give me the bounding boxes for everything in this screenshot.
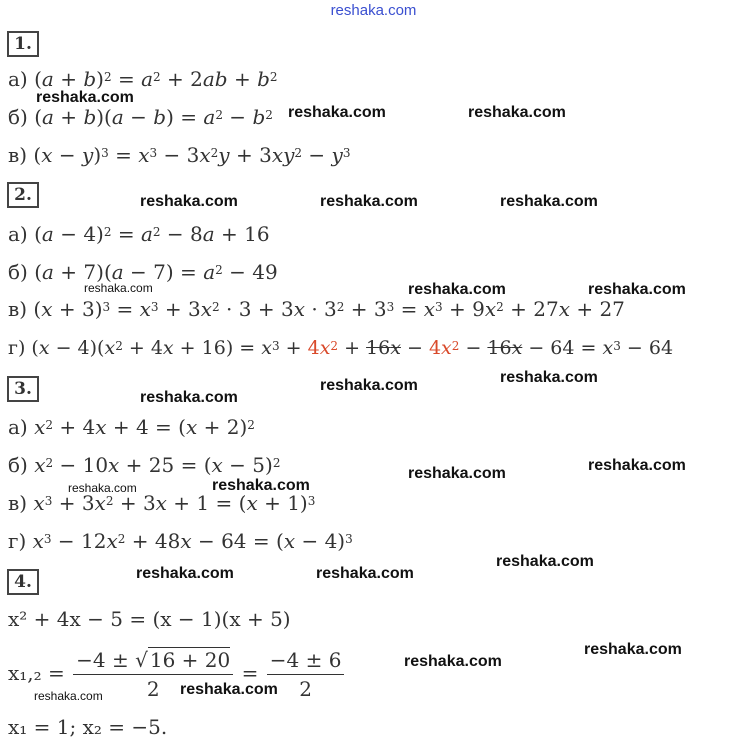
task3-g: г) $x^3 - 12x^2 + 48x - 64 = (x - 4)^3$ (8, 529, 353, 553)
watermark: reshaka.com (500, 369, 598, 386)
roots-fraction-1: $\frac{-4 \pm √ 16 + 20}{2}$ (73, 646, 233, 703)
watermark: reshaka.com (212, 477, 310, 494)
watermark: reshaka.com (34, 689, 103, 703)
watermark: reshaka.com (140, 389, 238, 406)
watermark: reshaka.com (408, 465, 506, 482)
task2-v: в) $(x + 3)^3 = x^3 + 3x^2 \cdot 3 + 3x \cdot 3^2 + 3^3 = x^3 + 9x^2 + 27x + 27$ (8, 297, 625, 321)
watermark: reshaka.com (500, 193, 598, 210)
watermark: reshaka.com (140, 193, 238, 210)
task3-b: б) $x^2 - 10x + 25 = (x - 5)^2$ (8, 453, 281, 477)
task2-b: б) $(a + 7)(a - 7) = a^2 - 49$ (8, 260, 278, 284)
watermark: reshaka.com (288, 104, 386, 121)
task1-b: б) $(a + b)(a - b) = a^2 - b^2$ (8, 105, 273, 129)
task4-equation: x² + 4x − 5 = (x − 1)(x + 5) (8, 607, 291, 631)
task2-g: г) $(x - 4)(x^2 + 4x + 16) = x^3 + 4x^2 + 16x - 4x^2 - 16x - 64 = x^3 - 64$ (8, 337, 674, 359)
roots-fraction-2: $\frac{-4 \pm 6}{2}$ (267, 646, 345, 703)
watermark: reshaka.com (588, 457, 686, 474)
watermark: reshaka.com (588, 281, 686, 298)
watermark: reshaka.com (468, 104, 566, 121)
task4-roots: x₁,₂ = $\frac{-4 \pm √ 16 + 20}{2}$ = $\frac{-4 \pm 6}{2}$ (8, 646, 346, 703)
watermark: reshaka.com (316, 565, 414, 582)
section-3-number: 3. (7, 376, 39, 402)
task3-v: в) $x^3 + 3x^2 + 3x + 1 = (x + 1)^3$ (8, 491, 316, 515)
section-4-number: 4. (7, 569, 39, 595)
task4-result: x₁ = 1; x₂ = −5. (8, 715, 168, 739)
task1-a: а) $(a + b)^2 = a^2 + 2ab + b^2$ (8, 67, 278, 91)
task1-v: в) $(x - y)^3 = x^3 - 3x^2y + 3xy^2 - y^3$ (8, 143, 351, 167)
watermark: reshaka.com (136, 565, 234, 582)
task3-a: а) $x^2 + 4x + 4 = (x + 2)^2$ (8, 415, 255, 439)
watermark: reshaka.com (408, 281, 506, 298)
watermark: reshaka.com (320, 193, 418, 210)
watermark: reshaka.com (404, 653, 502, 670)
task2-a: а) $(a - 4)^2 = a^2 - 8a + 16$ (8, 222, 270, 246)
watermark: reshaka.com (584, 641, 682, 658)
watermark: reshaka.com (496, 553, 594, 570)
watermark: reshaka.com (320, 377, 418, 394)
watermark: reshaka.com (36, 89, 134, 106)
section-1-number: 1. (7, 31, 39, 57)
watermark: reshaka.com (68, 481, 137, 495)
section-2-number: 2. (7, 182, 39, 208)
watermark: reshaka.com (180, 681, 278, 698)
watermark: reshaka.com (84, 281, 153, 295)
site-title[interactable]: reshaka.com (330, 2, 417, 19)
